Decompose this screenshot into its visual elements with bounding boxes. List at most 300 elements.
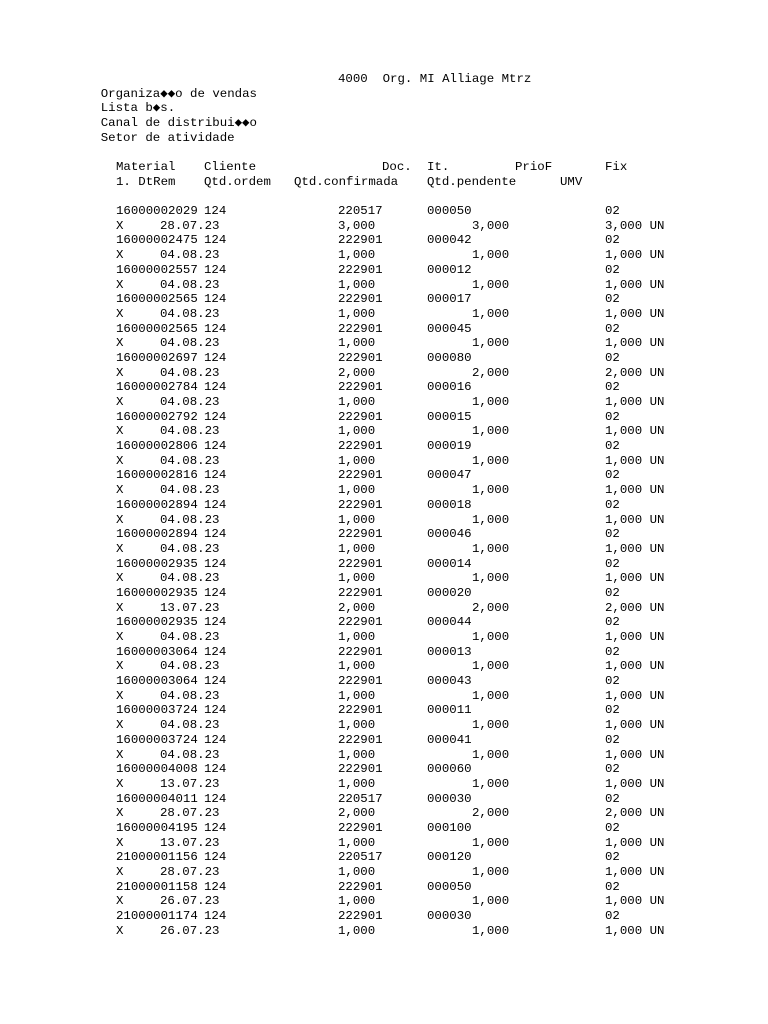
mark-cell: X	[116, 865, 124, 879]
cliente-cell: 124	[204, 909, 227, 924]
cliente-cell: 124	[204, 585, 227, 600]
table-row-detail	[116, 307, 676, 322]
item-cell: 000016	[427, 380, 472, 395]
priof-cell: 02	[605, 879, 620, 894]
qtd-ordem-cell: 1,000	[338, 541, 376, 556]
qtd-fix-cell: 1,000 UN	[605, 747, 665, 762]
priof-cell: 02	[605, 350, 620, 365]
qtd-fix-cell: 1,000 UN	[605, 248, 665, 263]
date-cell: 04.08.23	[160, 571, 220, 586]
col-qtd-pendente: Qtd.pendente	[427, 174, 517, 189]
material-cell: 16000002894	[116, 527, 198, 542]
col-doc: Doc.	[382, 160, 412, 174]
priof-cell: 02	[605, 762, 620, 777]
date-cell: 26.07.23	[160, 923, 220, 938]
qtd-pendente-cell: 2,000	[472, 600, 510, 615]
column-header-row-2	[116, 175, 676, 190]
mark-cell: X	[116, 894, 124, 909]
qtd-pendente-cell: 1,000	[472, 453, 510, 468]
table-row-detail	[116, 278, 676, 293]
qtd-fix-cell: 1,000 UN	[605, 277, 665, 292]
cliente-cell: 124	[204, 615, 227, 630]
qtd-fix-cell: 1,000 UN	[605, 424, 665, 439]
qtd-fix-cell: 1,000 UN	[605, 865, 665, 879]
qtd-ordem-cell: 1,000	[338, 835, 376, 850]
qtd-fix-cell: 1,000 UN	[605, 776, 665, 791]
doc-cell: 222901	[338, 350, 383, 365]
date-cell: 28.07.23	[160, 806, 220, 821]
doc-cell: 222901	[338, 556, 383, 571]
price-list-line	[71, 87, 257, 116]
qtd-fix-cell: 1,000 UN	[605, 395, 665, 409]
division-line	[71, 116, 257, 145]
priof-cell: 02	[605, 820, 620, 835]
material-cell: 16000002935	[116, 615, 198, 630]
qtd-pendente-cell: 1,000	[472, 571, 510, 586]
table-row-detail	[116, 894, 676, 909]
table-row-detail	[116, 424, 676, 439]
table-row	[116, 322, 676, 337]
table-row-detail	[116, 630, 676, 645]
date-cell: 04.08.23	[160, 277, 220, 292]
date-cell: 28.07.23	[160, 218, 220, 233]
cliente-cell: 124	[204, 380, 227, 395]
material-cell: 16000002475	[116, 233, 198, 248]
mark-cell: X	[116, 512, 124, 527]
material-cell: 16000002935	[116, 556, 198, 571]
doc-cell: 222901	[338, 644, 383, 659]
table-row-detail	[116, 366, 676, 381]
item-cell: 000030	[427, 909, 472, 924]
table-row	[116, 292, 676, 307]
date-cell: 13.07.23	[160, 835, 220, 850]
mark-cell: X	[116, 835, 124, 850]
table-row-detail	[116, 513, 676, 528]
qtd-pendente-cell: 1,000	[472, 512, 510, 527]
qtd-fix-cell: 2,000 UN	[605, 600, 665, 615]
mark-cell: X	[116, 718, 124, 733]
col-priof: PrioF	[515, 160, 553, 174]
spacer	[116, 189, 676, 204]
doc-cell: 222901	[338, 703, 383, 718]
item-cell: 000080	[427, 350, 472, 365]
cliente-cell: 124	[204, 439, 227, 454]
date-cell: 04.08.23	[160, 483, 220, 498]
qtd-ordem-cell: 1,000	[338, 776, 376, 791]
date-cell: 04.08.23	[160, 453, 220, 468]
item-cell: 000011	[427, 703, 472, 718]
mark-cell: X	[116, 424, 124, 439]
table-row	[116, 909, 676, 924]
qtd-fix-cell: 1,000 UN	[605, 541, 665, 556]
qtd-ordem-cell: 1,000	[338, 688, 376, 703]
table-row	[116, 821, 676, 836]
qtd-pendente-cell: 1,000	[472, 630, 510, 644]
qtd-pendente-cell: 1,000	[472, 865, 510, 879]
qtd-pendente-cell: 1,000	[472, 483, 510, 498]
material-cell: 16000002565	[116, 292, 198, 307]
table-row-detail	[116, 806, 676, 821]
qtd-pendente-cell: 1,000	[472, 718, 510, 733]
cliente-cell: 124	[204, 674, 227, 689]
qtd-fix-cell: 1,000 UN	[605, 512, 665, 527]
doc-cell: 222901	[338, 527, 383, 542]
qtd-pendente-cell: 1,000	[472, 424, 510, 439]
qtd-pendente-cell: 1,000	[472, 659, 510, 674]
qtd-ordem-cell: 1,000	[338, 306, 376, 321]
priof-cell: 02	[605, 439, 620, 454]
mark-cell: X	[116, 336, 124, 351]
priof-cell: 02	[605, 703, 620, 718]
date-cell: 04.08.23	[160, 306, 220, 321]
table-row	[116, 615, 676, 630]
table-row	[116, 468, 676, 483]
qtd-ordem-cell: 1,000	[338, 630, 376, 644]
material-cell: 16000002816	[116, 468, 198, 483]
date-cell: 04.08.23	[160, 541, 220, 556]
material-cell: 16000003064	[116, 674, 198, 689]
qtd-ordem-cell: 1,000	[338, 395, 376, 409]
priof-cell: 02	[605, 556, 620, 571]
material-cell: 21000001174	[116, 909, 198, 924]
mark-cell: X	[116, 923, 124, 938]
qtd-pendente-cell: 1,000	[472, 923, 510, 938]
item-cell: 000045	[427, 321, 472, 336]
doc-cell: 222901	[338, 409, 383, 424]
table-row-detail	[116, 395, 676, 410]
material-cell: 16000002029	[116, 204, 198, 219]
material-cell: 21000001156	[116, 850, 198, 865]
cliente-cell: 124	[204, 527, 227, 542]
qtd-pendente-cell: 1,000	[472, 541, 510, 556]
sales-org-value: 4000 Org. MI Alliage Mtrz	[338, 72, 532, 86]
date-cell: 13.07.23	[160, 600, 220, 615]
cliente-cell: 124	[204, 350, 227, 365]
table-row-detail	[116, 836, 676, 851]
table-row	[116, 439, 676, 454]
table-row	[116, 586, 676, 601]
doc-cell: 222901	[338, 674, 383, 689]
item-cell: 000044	[427, 615, 472, 630]
material-cell: 16000004195	[116, 820, 198, 835]
dist-channel-label: Canal de distribui◆◆o	[100, 116, 257, 131]
cliente-cell: 124	[204, 292, 227, 307]
priof-cell: 02	[605, 468, 620, 483]
material-cell: 16000003064	[116, 644, 198, 659]
mark-cell: X	[116, 218, 124, 233]
table-row-detail	[116, 659, 676, 674]
material-cell: 16000002792	[116, 409, 198, 424]
qtd-ordem-cell: 1,000	[338, 424, 376, 439]
report-header	[71, 72, 532, 145]
table-row-detail	[116, 777, 676, 792]
priof-cell: 02	[605, 262, 620, 277]
mark-cell: X	[116, 630, 124, 644]
doc-cell: 222901	[338, 439, 383, 454]
cliente-cell: 124	[204, 556, 227, 571]
material-cell: 16000002784	[116, 380, 198, 395]
doc-cell: 222901	[338, 732, 383, 747]
item-cell: 000018	[427, 497, 472, 512]
doc-cell: 220517	[338, 791, 383, 806]
report-table	[116, 160, 676, 938]
qtd-pendente-cell: 2,000	[472, 806, 510, 821]
item-cell: 000012	[427, 262, 472, 277]
item-cell: 000030	[427, 791, 472, 806]
priof-cell: 02	[605, 497, 620, 512]
date-cell: 04.08.23	[160, 718, 220, 733]
qtd-pendente-cell: 1,000	[472, 248, 510, 263]
date-cell: 04.08.23	[160, 336, 220, 351]
table-row-detail	[116, 718, 676, 733]
cliente-cell: 124	[204, 497, 227, 512]
priof-cell: 02	[605, 791, 620, 806]
mark-cell: X	[116, 806, 124, 821]
doc-cell: 222901	[338, 468, 383, 483]
qtd-ordem-cell: 2,000	[338, 600, 376, 615]
mark-cell: X	[116, 395, 124, 409]
doc-cell: 222901	[338, 615, 383, 630]
priof-cell: 02	[605, 321, 620, 336]
qtd-pendente-cell: 3,000	[472, 218, 510, 233]
col-it: It.	[427, 160, 450, 174]
table-row	[116, 498, 676, 513]
table-row-detail	[116, 248, 676, 263]
mark-cell: X	[116, 453, 124, 468]
cliente-cell: 124	[204, 468, 227, 483]
qtd-fix-cell: 1,000 UN	[605, 923, 665, 938]
item-cell: 000019	[427, 439, 472, 454]
material-cell: 16000002894	[116, 497, 198, 512]
qtd-pendente-cell: 1,000	[472, 688, 510, 703]
qtd-fix-cell: 1,000 UN	[605, 571, 665, 586]
table-row	[116, 792, 676, 807]
cliente-cell: 124	[204, 762, 227, 777]
qtd-ordem-cell: 1,000	[338, 336, 376, 351]
table-row-detail	[116, 865, 676, 880]
priof-cell: 02	[605, 204, 620, 219]
mark-cell: X	[116, 688, 124, 703]
material-cell: 16000002935	[116, 585, 198, 600]
cliente-cell: 124	[204, 409, 227, 424]
qtd-ordem-cell: 3,000	[338, 218, 376, 233]
cliente-cell: 124	[204, 850, 227, 865]
item-cell: 000014	[427, 556, 472, 571]
priof-cell: 02	[605, 585, 620, 600]
material-cell: 16000002697	[116, 350, 198, 365]
cliente-cell: 124	[204, 644, 227, 659]
mark-cell: X	[116, 365, 124, 380]
col-qtd-ordem: Qtd.ordem	[204, 174, 271, 189]
priof-cell: 02	[605, 409, 620, 424]
table-row	[116, 410, 676, 425]
qtd-ordem-cell: 1,000	[338, 865, 376, 879]
doc-cell: 222901	[338, 820, 383, 835]
qtd-ordem-cell: 1,000	[338, 894, 376, 909]
item-cell: 000060	[427, 762, 472, 777]
date-cell: 28.07.23	[160, 865, 220, 879]
table-row	[116, 880, 676, 895]
mark-cell: X	[116, 306, 124, 321]
qtd-fix-cell: 1,000 UN	[605, 718, 665, 733]
qtd-fix-cell: 2,000 UN	[605, 806, 665, 821]
table-row	[116, 557, 676, 572]
col-first-dtrem: 1. DtRem	[116, 174, 176, 189]
doc-cell: 222901	[338, 585, 383, 600]
doc-cell: 222901	[338, 879, 383, 894]
priof-cell: 02	[605, 732, 620, 747]
qtd-fix-cell: 3,000 UN	[605, 218, 665, 233]
table-row	[116, 703, 676, 718]
doc-cell: 220517	[338, 204, 383, 219]
qtd-ordem-cell: 1,000	[338, 277, 376, 292]
date-cell: 04.08.23	[160, 512, 220, 527]
date-cell: 04.08.23	[160, 365, 220, 380]
division-label: Setor de atividade	[100, 130, 235, 145]
item-cell: 000050	[427, 879, 472, 894]
item-cell: 000041	[427, 732, 472, 747]
doc-cell: 222901	[338, 262, 383, 277]
qtd-ordem-cell: 1,000	[338, 483, 376, 498]
qtd-ordem-cell: 1,000	[338, 453, 376, 468]
priof-cell: 02	[605, 850, 620, 865]
item-cell: 000120	[427, 850, 472, 865]
doc-cell: 222901	[338, 909, 383, 924]
qtd-ordem-cell: 1,000	[338, 512, 376, 527]
qtd-fix-cell: 1,000 UN	[605, 336, 665, 351]
material-cell: 16000004011	[116, 791, 198, 806]
mark-cell: X	[116, 541, 124, 556]
qtd-pendente-cell: 2,000	[472, 365, 510, 380]
date-cell: 26.07.23	[160, 894, 220, 909]
item-cell: 000042	[427, 233, 472, 248]
table-row-detail	[116, 483, 676, 498]
material-cell: 16000002565	[116, 321, 198, 336]
col-cliente: Cliente	[204, 160, 257, 174]
qtd-fix-cell: 1,000 UN	[605, 453, 665, 468]
priof-cell: 02	[605, 674, 620, 689]
table-row	[116, 674, 676, 689]
material-cell: 16000003724	[116, 703, 198, 718]
table-row-detail	[116, 219, 676, 234]
date-cell: 04.08.23	[160, 424, 220, 439]
qtd-ordem-cell: 1,000	[338, 571, 376, 586]
table-row	[116, 850, 676, 865]
qtd-pendente-cell: 1,000	[472, 306, 510, 321]
sales-org-line	[71, 72, 532, 101]
table-row	[116, 645, 676, 660]
qtd-fix-cell: 1,000 UN	[605, 306, 665, 321]
priof-cell: 02	[605, 527, 620, 542]
priof-cell: 02	[605, 644, 620, 659]
qtd-pendente-cell: 1,000	[472, 336, 510, 351]
date-cell: 04.08.23	[160, 248, 220, 263]
doc-cell: 222901	[338, 233, 383, 248]
doc-cell: 222901	[338, 380, 383, 395]
cliente-cell: 124	[204, 820, 227, 835]
item-cell: 000015	[427, 409, 472, 424]
price-list-label: Lista b◆s.	[100, 101, 176, 116]
doc-cell: 222901	[338, 762, 383, 777]
mark-cell: X	[116, 600, 124, 615]
qtd-ordem-cell: 1,000	[338, 718, 376, 733]
date-cell: 04.08.23	[160, 395, 220, 409]
table-row-detail	[116, 542, 676, 557]
date-cell: 13.07.23	[160, 776, 220, 791]
doc-cell: 220517	[338, 850, 383, 865]
mark-cell: X	[116, 747, 124, 762]
priof-cell: 02	[605, 380, 620, 395]
table-row-detail	[116, 748, 676, 763]
column-header-row-1	[116, 160, 676, 175]
qtd-ordem-cell: 1,000	[338, 659, 376, 674]
cliente-cell: 124	[204, 262, 227, 277]
cliente-cell: 124	[204, 732, 227, 747]
material-cell: 16000002806	[116, 439, 198, 454]
qtd-fix-cell: 1,000 UN	[605, 894, 665, 909]
qtd-ordem-cell: 1,000	[338, 747, 376, 762]
col-material: Material	[116, 160, 176, 174]
qtd-fix-cell: 1,000 UN	[605, 835, 665, 850]
doc-cell: 222901	[338, 292, 383, 307]
qtd-ordem-cell: 1,000	[338, 923, 376, 938]
qtd-fix-cell: 1,000 UN	[605, 483, 665, 498]
priof-cell: 02	[605, 909, 620, 924]
item-cell: 000050	[427, 204, 472, 219]
qtd-ordem-cell: 2,000	[338, 806, 376, 821]
cliente-cell: 124	[204, 703, 227, 718]
item-cell: 000046	[427, 527, 472, 542]
table-row-detail	[116, 454, 676, 469]
cliente-cell: 124	[204, 791, 227, 806]
dist-channel-line	[71, 101, 257, 131]
qtd-ordem-cell: 2,000	[338, 365, 376, 380]
qtd-ordem-cell: 1,000	[338, 248, 376, 263]
mark-cell: X	[116, 277, 124, 292]
qtd-pendente-cell: 1,000	[472, 835, 510, 850]
col-fix: Fix	[605, 160, 628, 174]
qtd-fix-cell: 2,000 UN	[605, 365, 665, 380]
col-umv: UMV	[560, 174, 583, 189]
table-row	[116, 733, 676, 748]
table-row	[116, 762, 676, 777]
material-cell: 16000004008	[116, 762, 198, 777]
table-row	[116, 204, 676, 219]
records-list	[116, 204, 676, 938]
table-row-detail	[116, 601, 676, 616]
cliente-cell: 124	[204, 879, 227, 894]
date-cell: 04.08.23	[160, 659, 220, 674]
qtd-pendente-cell: 1,000	[472, 395, 510, 409]
table-row	[116, 233, 676, 248]
mark-cell: X	[116, 659, 124, 674]
qtd-pendente-cell: 1,000	[472, 776, 510, 791]
table-row	[116, 527, 676, 542]
item-cell: 000013	[427, 644, 472, 659]
table-row-detail	[116, 571, 676, 586]
qtd-pendente-cell: 1,000	[472, 747, 510, 762]
table-row-detail	[116, 336, 676, 351]
date-cell: 04.08.23	[160, 688, 220, 703]
table-row-detail	[116, 689, 676, 704]
mark-cell: X	[116, 571, 124, 586]
priof-cell: 02	[605, 615, 620, 630]
qtd-pendente-cell: 1,000	[472, 894, 510, 909]
priof-cell: 02	[605, 233, 620, 248]
mark-cell: X	[116, 776, 124, 791]
mark-cell: X	[116, 483, 124, 498]
date-cell: 04.08.23	[160, 630, 220, 644]
